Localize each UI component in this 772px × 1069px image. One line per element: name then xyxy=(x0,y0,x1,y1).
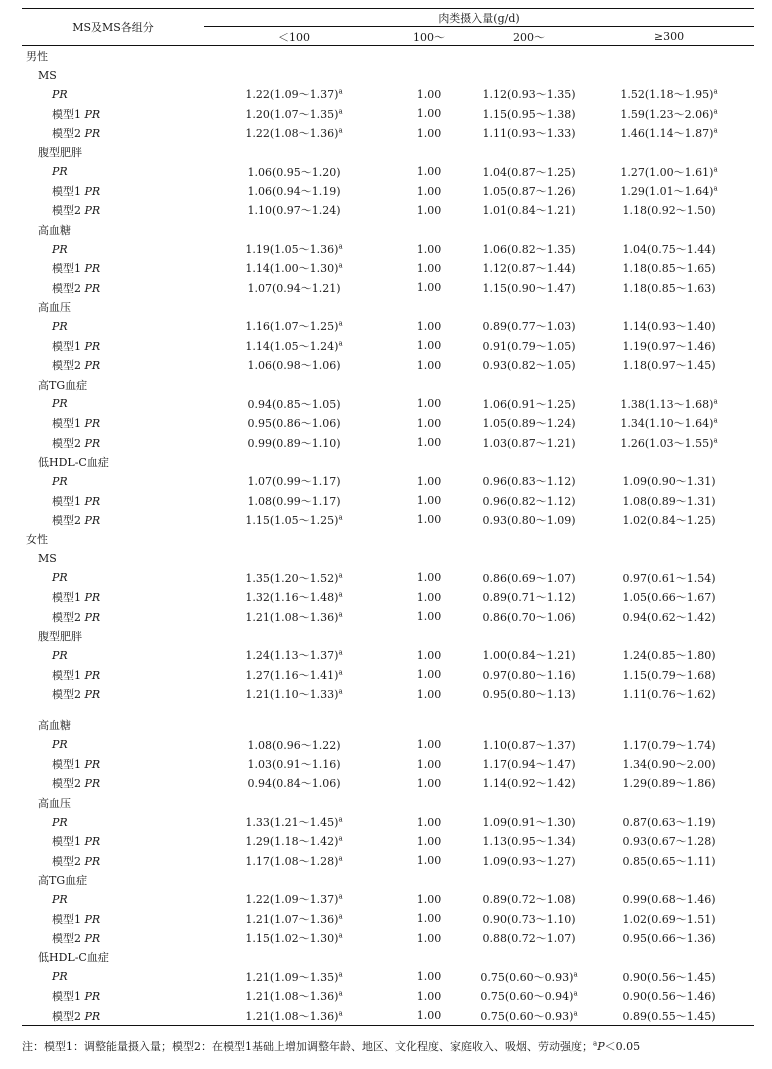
significance-marker: a xyxy=(338,989,343,998)
significance-marker: a xyxy=(713,165,718,174)
table-cell: 1.00 xyxy=(416,970,442,984)
table-cell: 1.06(0.91～1.25) xyxy=(482,397,576,411)
spacer-cell xyxy=(22,704,754,716)
table-row xyxy=(22,336,754,355)
category-row xyxy=(22,297,754,316)
table-cell: 1.21(1.10～1.33)$^a$ xyxy=(245,687,343,702)
row-label: PR xyxy=(52,474,68,488)
table-cell: 1.07(0.99～1.17) xyxy=(247,475,341,489)
category-label: 高血压 xyxy=(38,796,71,810)
table-cell: 1.27(1.16～1.41)$^a$ xyxy=(245,668,343,682)
table-cell: 1.12(0.87～1.44) xyxy=(482,262,576,276)
significance-marker: a xyxy=(338,931,343,940)
table-cell: 1.00 xyxy=(416,87,442,101)
table-cell: 1.46(1.14～1.87)$^a$ xyxy=(620,126,718,141)
table-cell: 1.00 xyxy=(416,912,442,926)
category-row xyxy=(22,452,754,471)
row-label: 模型1 PR xyxy=(52,912,101,926)
row-label: 模型2 PR xyxy=(52,777,101,791)
table-cell: 1.09(0.90～1.31) xyxy=(622,475,716,489)
significance-marker: a xyxy=(338,668,343,677)
table-cell: 1.20(1.07～1.35)$^a$ xyxy=(245,107,343,121)
significance-marker: a xyxy=(593,1039,598,1048)
table-cell: 1.00 xyxy=(416,436,442,450)
row-label: PR xyxy=(52,87,68,101)
row-label: PR xyxy=(52,738,68,752)
table-cell: 1.04(0.87～1.25) xyxy=(482,165,576,179)
table-cell: 1.21(1.08～1.36)$^a$ xyxy=(204,1006,384,1026)
table-cell: 1.35(1.20～1.52)$^a$ xyxy=(245,571,343,585)
column-header: 100～ xyxy=(384,28,474,46)
table-cell: 1.38(1.13～1.68)$^a$ xyxy=(620,397,718,411)
row-label: PR xyxy=(52,648,68,662)
table-cell: 1.19(0.97～1.46) xyxy=(622,339,716,353)
table-cell: 1.22(1.09～1.37)$^a$ xyxy=(245,87,343,102)
category-label: 高血糖 xyxy=(38,719,71,733)
table-row xyxy=(22,433,754,452)
significance-marker: a xyxy=(338,609,343,618)
table-cell: 1.14(1.00～1.30)$^a$ xyxy=(245,261,343,276)
table-cell: 0.89(0.72～1.08) xyxy=(482,893,576,907)
row-label: 模型2 PR xyxy=(52,436,101,450)
significance-marker: a xyxy=(713,397,718,406)
row-label: 模型2 PR xyxy=(52,932,101,946)
table-row xyxy=(22,123,754,142)
table-cell: 1.06(0.95～1.20) xyxy=(247,165,341,179)
table-cell: 1.00 xyxy=(416,494,442,508)
table-cell: 1.00 xyxy=(416,931,442,945)
significance-marker: a xyxy=(338,687,343,696)
significance-marker: a xyxy=(338,261,343,270)
table-row xyxy=(22,568,754,587)
table-row xyxy=(22,1006,754,1026)
row-label: 模型1 PR xyxy=(52,758,101,772)
row-label: PR xyxy=(52,571,68,585)
table-cell: 1.08(0.99～1.17) xyxy=(247,494,341,508)
table-cell: 1.13(0.95～1.34) xyxy=(482,835,576,849)
significance-marker: a xyxy=(713,87,718,96)
table-cell: 1.00 xyxy=(416,319,442,333)
table-row xyxy=(22,181,754,200)
row-label: 模型2 PR xyxy=(52,204,101,218)
table-cell: 1.05(0.89～1.24) xyxy=(482,417,576,431)
category-label: MS xyxy=(38,68,57,82)
significance-marker: a xyxy=(713,416,718,425)
table-row xyxy=(22,588,754,607)
table-cell: 0.89(0.55～1.45) xyxy=(584,1006,754,1026)
table-row xyxy=(22,909,754,928)
category-row xyxy=(22,220,754,239)
table-cell: 1.14(0.93～1.40) xyxy=(622,320,716,334)
table-row xyxy=(22,851,754,870)
table-cell: 0.90(0.56～1.46) xyxy=(622,990,716,1004)
table-cell: 0.95(0.66～1.36) xyxy=(622,932,716,946)
row-header: MS及MS各组分 xyxy=(22,9,204,46)
table-row xyxy=(22,414,754,433)
spacer-row xyxy=(22,704,754,716)
significance-marker: a xyxy=(713,435,718,444)
row-label: PR xyxy=(52,165,68,179)
row-label: 模型1 PR xyxy=(52,417,101,431)
table-row xyxy=(22,754,754,773)
table-cell: 0.93(0.82～1.05) xyxy=(482,359,576,373)
table-row xyxy=(22,317,754,336)
row-label: 模型2 PR xyxy=(52,610,101,624)
row-label: 模型1 PR xyxy=(52,262,101,276)
row-label: 模型2 PR xyxy=(52,513,101,527)
category-label: 高血糖 xyxy=(38,223,71,237)
table-cell: 1.00 xyxy=(416,776,442,790)
table-cell: 1.15(1.05～1.25)$^a$ xyxy=(245,513,343,527)
row-label: 模型2 PR xyxy=(52,281,101,295)
table-cell: 0.90(0.56～1.45) xyxy=(622,970,716,984)
table-cell: 1.00 xyxy=(416,416,442,430)
table-cell: 1.00 xyxy=(416,126,442,140)
table-cell: 1.24(0.85～1.80) xyxy=(622,649,716,663)
table-cell: 1.00 xyxy=(416,668,442,682)
row-label: PR xyxy=(52,892,68,906)
table-cell: 0.97(0.80～1.16) xyxy=(482,668,576,682)
table-row xyxy=(22,104,754,123)
table-row xyxy=(22,278,754,297)
table-cell: 1.05(0.87～1.26) xyxy=(482,185,576,199)
table-cell: 1.34(0.90～2.00) xyxy=(622,758,716,772)
table-cell: 0.75(0.60～0.93)$^a$ xyxy=(474,1006,584,1026)
row-label: 模型1 PR xyxy=(52,339,101,353)
table-cell: 1.14(1.05～1.24)$^a$ xyxy=(245,339,343,353)
table-cell: 1.01(0.84～1.21) xyxy=(482,204,576,218)
table-cell: 0.99(0.68～1.46) xyxy=(622,893,716,907)
table-cell: 0.93(0.80～1.09) xyxy=(482,513,576,527)
significance-marker: a xyxy=(338,834,343,843)
table-cell: 1.00 xyxy=(416,610,442,624)
table-row xyxy=(22,646,754,665)
results-table-container xyxy=(22,8,754,1026)
row-label: 模型2 PR xyxy=(52,854,101,868)
category-row xyxy=(22,65,754,84)
results-table xyxy=(22,8,754,1026)
significance-marker: a xyxy=(338,242,343,251)
table-cell: 1.18(0.97～1.45) xyxy=(622,359,716,373)
row-label: PR xyxy=(52,970,68,984)
table-cell: 1.00 xyxy=(416,648,442,662)
table-row xyxy=(22,356,754,375)
table-cell: 1.15(0.95～1.38) xyxy=(482,107,576,121)
table-cell: 1.21(1.07～1.36)$^a$ xyxy=(245,912,343,926)
table-row xyxy=(22,812,754,831)
table-cell: 1.00 xyxy=(416,590,442,604)
table-cell: 0.86(0.69～1.07) xyxy=(482,571,576,585)
table-row xyxy=(22,607,754,626)
row-label: 模型1 PR xyxy=(52,990,101,1004)
row-label: PR xyxy=(52,319,68,333)
category-row xyxy=(22,793,754,812)
significance-marker: a xyxy=(338,571,343,580)
table-cell: 1.07(0.94～1.21) xyxy=(247,281,341,295)
table-cell: 1.03(0.91～1.16) xyxy=(247,758,341,772)
table-row xyxy=(22,967,754,986)
table-cell: 1.29(0.89～1.86) xyxy=(622,777,716,791)
table-cell: 0.95(0.80～1.13) xyxy=(482,688,576,702)
table-cell: 1.00 xyxy=(416,854,442,868)
category-label: 高TG血症 xyxy=(38,874,88,888)
table-cell: 1.15(1.02～1.30)$^a$ xyxy=(245,931,343,946)
table-row xyxy=(22,832,754,851)
table-cell: 0.88(0.72～1.07) xyxy=(482,932,576,946)
table-cell: 1.32(1.16～1.48)$^a$ xyxy=(245,590,343,605)
row-label: 模型2 PR xyxy=(22,1006,204,1026)
significance-marker: a xyxy=(338,513,343,522)
table-cell: 1.21(1.08～1.36)$^a$ xyxy=(245,989,343,1004)
table-cell: 1.59(1.23～2.06)$^a$ xyxy=(620,107,718,121)
table-row xyxy=(22,85,754,104)
table-cell: 0.89(0.71～1.12) xyxy=(482,591,576,605)
significance-marker: a xyxy=(573,1008,578,1017)
row-label: 模型1 PR xyxy=(52,591,101,605)
table-cell: 1.52(1.18～1.95)$^a$ xyxy=(620,87,718,102)
table-cell: 1.11(0.93～1.33) xyxy=(482,127,576,141)
table-row xyxy=(22,987,754,1006)
table-cell: 1.00 xyxy=(416,203,442,217)
table-cell: 0.93(0.67～1.28) xyxy=(622,835,716,849)
table-cell: 1.00 xyxy=(416,687,442,701)
table-cell: 1.00 xyxy=(416,165,442,179)
table-cell: 1.21(1.09～1.35)$^a$ xyxy=(245,970,343,984)
table-cell: 1.00 xyxy=(416,261,442,275)
table-cell: 0.94(0.85～1.05) xyxy=(247,397,341,411)
table-cell: 0.91(0.79～1.05) xyxy=(482,339,576,353)
significance-marker: a xyxy=(338,912,343,921)
table-cell: 1.03(0.87～1.21) xyxy=(482,436,576,450)
table-cell: 1.04(0.75～1.44) xyxy=(622,243,716,257)
table-row xyxy=(22,394,754,413)
table-row xyxy=(22,472,754,491)
table-row xyxy=(22,201,754,220)
table-cell: 0.96(0.83～1.12) xyxy=(482,475,576,489)
table-cell: 1.00 xyxy=(416,738,442,752)
row-label: 模型1 PR xyxy=(52,835,101,849)
category-label: 腹型肥胖 xyxy=(38,629,82,643)
table-cell: 0.75(0.60～0.94)$^a$ xyxy=(480,989,578,1004)
category-label: 低HDL-C血症 xyxy=(38,951,109,965)
table-cell: 1.00 xyxy=(416,815,442,829)
row-label: 模型2 PR xyxy=(52,359,101,373)
table-cell: 1.26(1.03～1.55)$^a$ xyxy=(620,435,718,450)
table-cell: 0.87(0.63～1.19) xyxy=(622,816,716,830)
table-cell: 1.10(0.87～1.37) xyxy=(482,738,576,752)
table-row xyxy=(22,735,754,754)
table-cell: 0.85(0.65～1.11) xyxy=(622,854,716,868)
table-cell: 1.00 xyxy=(416,184,442,198)
significance-marker: a xyxy=(713,184,718,193)
table-row xyxy=(22,259,754,278)
table-cell: 1.18(0.85～1.65) xyxy=(622,262,716,276)
category-row xyxy=(22,948,754,967)
category-row xyxy=(22,716,754,735)
table-cell: 1.00 xyxy=(384,1006,474,1026)
table-cell: 0.89(0.77～1.03) xyxy=(482,320,576,334)
significance-marker: a xyxy=(338,339,343,348)
table-cell: 1.16(1.07～1.25)$^a$ xyxy=(245,319,343,334)
table-cell: 1.15(0.79～1.68) xyxy=(622,668,716,682)
table-row xyxy=(22,774,754,793)
table-cell: 1.08(0.96～1.22) xyxy=(247,738,341,752)
category-row xyxy=(22,870,754,889)
table-footnote: 注：模型1：调整能量摄入量；模型2：在模型1基础上增加调整年龄、地区、文化程度、家庭收入、吸烟、劳动强度；$^a$P＜0.05 xyxy=(22,1039,641,1053)
column-header: ＜100 xyxy=(204,28,384,46)
row-label: 模型2 PR xyxy=(52,127,101,141)
table-cell: 1.02(0.84～1.25) xyxy=(622,513,716,527)
group-header xyxy=(204,9,754,29)
significance-marker: a xyxy=(338,590,343,599)
p-symbol: P xyxy=(597,1040,605,1053)
table-cell: 1.00 xyxy=(416,989,442,1003)
table-cell: 0.96(0.82～1.12) xyxy=(482,494,576,508)
table-row xyxy=(22,510,754,529)
significance-marker: a xyxy=(338,87,343,96)
row-label: 模型1 PR xyxy=(52,185,101,199)
significance-marker: a xyxy=(338,319,343,328)
table-cell: 1.00(0.84～1.21) xyxy=(482,649,576,663)
table-cell: 1.17(1.08～1.28)$^a$ xyxy=(245,854,343,868)
table-cell: 1.05(0.66～1.67) xyxy=(622,591,716,605)
table-cell: 1.00 xyxy=(416,834,442,848)
table-cell: 1.22(1.08～1.36)$^a$ xyxy=(245,126,343,141)
table-cell: 1.06(0.98～1.06) xyxy=(247,359,341,373)
significance-marker: a xyxy=(713,126,718,135)
category-label: MS xyxy=(38,552,57,566)
table-cell: 1.02(0.69～1.51) xyxy=(622,912,716,926)
table-cell: 1.21(1.08～1.36)$^a$ xyxy=(245,609,343,624)
table-cell: 1.22(1.09～1.37)$^a$ xyxy=(245,892,343,907)
table-row xyxy=(22,491,754,510)
table-cell: 0.95(0.86～1.06) xyxy=(247,417,341,431)
table-cell: 1.24(1.13～1.37)$^a$ xyxy=(245,648,343,663)
category-row xyxy=(22,549,754,568)
category-row xyxy=(22,375,754,394)
sex-row xyxy=(22,530,754,549)
table-row xyxy=(22,239,754,258)
table-cell: 1.17(0.79～1.74) xyxy=(622,738,716,752)
table-cell: 1.00 xyxy=(416,358,442,372)
table-cell: 0.86(0.70～1.06) xyxy=(482,610,576,624)
category-label: 高TG血症 xyxy=(38,378,88,392)
table-cell: 1.11(0.76～1.62) xyxy=(622,688,716,702)
table-cell: 1.00 xyxy=(416,242,442,256)
category-row xyxy=(22,143,754,162)
sex-row xyxy=(22,46,754,66)
table-cell: 0.94(0.84～1.06) xyxy=(247,777,341,791)
table-cell: 0.75(0.60～0.93)$^a$ xyxy=(480,970,578,984)
table-cell: 1.12(0.93～1.35) xyxy=(482,88,576,102)
table-cell: 1.00 xyxy=(416,474,442,488)
significance-marker: a xyxy=(338,815,343,824)
table-body xyxy=(22,46,754,1026)
table-cell: 1.06(0.82～1.35) xyxy=(482,243,576,257)
table-row xyxy=(22,928,754,947)
row-label: 模型1 PR xyxy=(52,494,101,508)
column-header: 200～ xyxy=(474,28,584,46)
significance-marker: a xyxy=(338,107,343,116)
table-cell: 0.97(0.61～1.54) xyxy=(622,571,716,585)
category-label: 腹型肥胖 xyxy=(38,146,82,160)
category-label: 高血压 xyxy=(38,301,71,315)
row-label: 模型1 PR xyxy=(52,107,101,121)
table-cell: 1.34(1.10～1.64)$^a$ xyxy=(620,416,718,431)
table-cell: 1.29(1.01～1.64)$^a$ xyxy=(620,184,718,199)
table-cell: 1.00 xyxy=(416,757,442,771)
table-cell: 1.18(0.85～1.63) xyxy=(622,281,716,295)
sex-label: 女性 xyxy=(26,533,48,547)
table-cell: 1.09(0.91～1.30) xyxy=(482,816,576,830)
significance-marker: a xyxy=(573,989,578,998)
table-cell: 1.27(1.00～1.61)$^a$ xyxy=(620,165,718,179)
table-cell: 1.18(0.92～1.50) xyxy=(622,204,716,218)
significance-marker: a xyxy=(573,970,578,979)
significance-marker: a xyxy=(338,126,343,135)
group-header-label: 肉类摄入量(g/d) xyxy=(204,10,754,27)
row-label: 模型1 PR xyxy=(52,668,101,682)
table-cell: 1.17(0.94～1.47) xyxy=(482,758,576,772)
table-row xyxy=(22,665,754,684)
column-header: ≥300 xyxy=(584,28,754,46)
table-cell: 1.14(0.92～1.42) xyxy=(482,777,576,791)
table-cell: 1.29(1.18～1.42)$^a$ xyxy=(245,834,343,849)
table-cell: 1.00 xyxy=(416,571,442,585)
table-cell: 1.33(1.21～1.45)$^a$ xyxy=(245,815,343,830)
table-cell: 0.90(0.73～1.10) xyxy=(482,912,576,926)
row-label: PR xyxy=(52,815,68,829)
table-cell: 1.09(0.93～1.27) xyxy=(482,854,576,868)
sex-label: 男性 xyxy=(26,49,48,63)
significance-marker: a xyxy=(338,1008,343,1017)
significance-marker: a xyxy=(338,648,343,657)
table-cell: 0.99(0.89～1.10) xyxy=(247,436,341,450)
table-row xyxy=(22,684,754,703)
table-cell: 1.10(0.97～1.24) xyxy=(247,204,341,218)
table-cell: 1.00 xyxy=(416,513,442,527)
table-cell: 1.00 xyxy=(416,107,442,121)
row-label: PR xyxy=(52,242,68,256)
category-label: 低HDL-C血症 xyxy=(38,455,109,469)
table-row xyxy=(22,890,754,909)
row-label: PR xyxy=(52,397,68,411)
table-cell: 0.94(0.62～1.42) xyxy=(622,610,716,624)
table-cell: 1.00 xyxy=(416,339,442,353)
significance-marker: a xyxy=(338,892,343,901)
table-cell: 1.00 xyxy=(416,892,442,906)
category-row xyxy=(22,626,754,645)
table-cell: 1.19(1.05～1.36)$^a$ xyxy=(245,242,343,257)
significance-marker: a xyxy=(338,854,343,863)
table-cell: 1.06(0.94～1.19) xyxy=(247,185,341,199)
row-label: 模型2 PR xyxy=(52,688,101,702)
table-cell: 1.00 xyxy=(416,397,442,411)
significance-marker: a xyxy=(713,107,718,116)
table-cell: 1.15(0.90～1.47) xyxy=(482,281,576,295)
table-cell: 1.00 xyxy=(416,281,442,295)
table-cell: 1.08(0.89～1.31) xyxy=(622,494,716,508)
table-row xyxy=(22,162,754,181)
significance-marker: a xyxy=(338,970,343,979)
